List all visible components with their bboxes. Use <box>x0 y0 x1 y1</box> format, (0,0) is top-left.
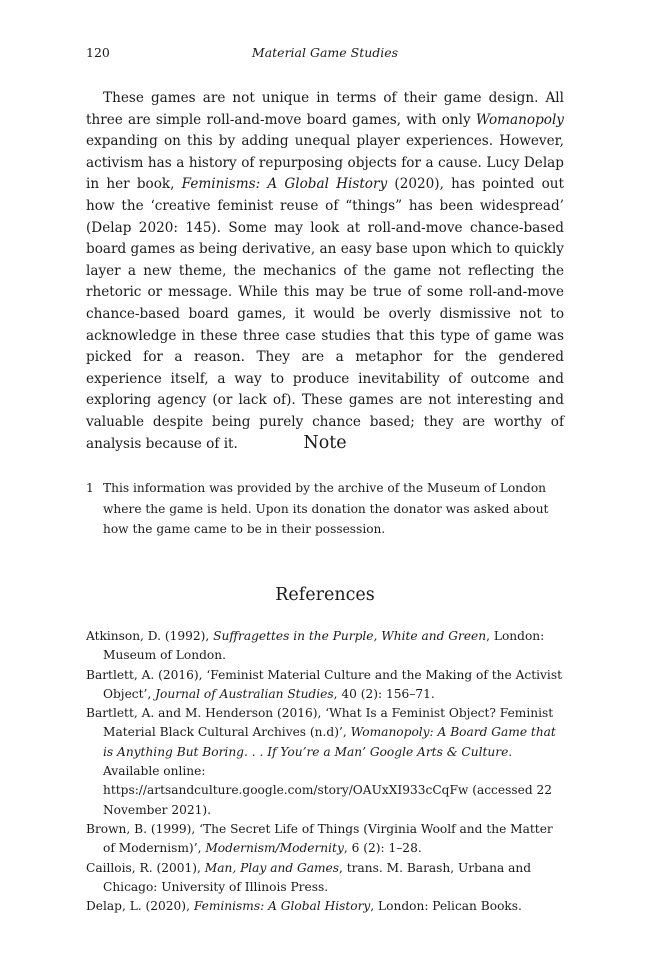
body-text-segment: expanding on this by adding unequal player experiences. However, activism has a history of repurposing objects for a cause. Lucy Delap in her book, <box>86 133 564 193</box>
reference-text: Atkinson, D. (1992), <box>86 629 214 643</box>
reference-text: Bartlett, A. (2016), ‘Feminist Material Culture and the Making of the Activist Object’, <box>86 667 562 701</box>
reference-text: , London: Museum of London. <box>103 629 545 663</box>
reference-text: . Available online: https://artsandculture.google.com/story/OAUxXI933cCqFw (accessed 22 November 2021). <box>103 744 553 817</box>
reference-text: , 6 (2): 1–28. <box>343 841 422 856</box>
reference-title: Feminisms: A Global History <box>193 899 371 914</box>
page-number: 120 <box>86 45 110 60</box>
reference-text: Delap, L. (2020), <box>86 899 194 914</box>
reference-entry <box>86 859 564 898</box>
reference-text: , 40 (2): 156–71. <box>333 686 435 701</box>
reference-list <box>86 627 564 916</box>
footnote <box>86 478 564 540</box>
reference-title: Womanopoly: A Board Game that is Anything But Boring. . . If You’re a Man’ Google Arts & Culture <box>103 725 556 759</box>
reference-text: , trans. M. Barash, Urbana and Chicago: University of Illinois Press. <box>103 860 532 894</box>
reference-text: , London: Pelican Books. <box>370 899 522 914</box>
reference-entry <box>86 897 564 916</box>
reference-text: Brown, B. (1999), ‘The Secret Life of Things (Virginia Woolf and the Matter of Modernism)’, <box>86 821 553 856</box>
reference-title: Journal of Australian Studies <box>155 686 334 701</box>
reference-title: Modernism/Modernity <box>205 841 344 856</box>
reference-entry <box>86 666 564 705</box>
footnote-text: This information was provided by the archive of the Museum of London where the game is held. Upon its donation the donator was asked about how the game came to be in their possession. <box>103 481 549 536</box>
reference-title: Man, Play and Games <box>204 860 340 875</box>
running-title: Material Game Studies <box>251 45 399 60</box>
body-text-segment: (2020), has pointed out how the ‘creative feminist reuse of “things” has been widespread’ (Delap 2020: 145). Some may look at roll-and-move chance-based board games as being derivative, an easy base upon which to quickly layer a new theme, the mechanics of the game not reflecting the rhetoric or message. While this may be true of some roll-and-move chance-based board games, it would be overly dismissive not to acknowledge in these three case studies that this type of game was picked for a reason. They are a metaphor for the gendered experience itself, a way to produce inevitability of outcome and exploring agency (or lack of). These games are not interesting and valuable despite being purely chance based; they are worthy of analysis because of it. <box>86 176 564 452</box>
reference-entry <box>86 820 564 859</box>
reference-text: Bartlett, A. and M. Henderson (2016), ‘What Is a Feminist Object? Feminist Material Black Cultural Archives (n.d)’, <box>86 706 554 740</box>
reference-entry <box>86 627 564 666</box>
body-italic-title: Feminisms: A Global History <box>181 176 388 193</box>
reference-title: Suffragettes in the Purple, White and Green <box>213 629 487 643</box>
body-italic-title: Womanopoly <box>475 111 564 128</box>
body-text-segment: These games are not unique in terms of their game design. All three are simple roll-and-move board games, with only <box>86 90 564 128</box>
footnote-number: 1 <box>86 481 94 495</box>
references-heading: References <box>275 585 375 605</box>
note-heading: Note <box>303 433 347 453</box>
reference-entry <box>86 704 564 820</box>
running-header <box>86 45 564 63</box>
reference-text: Caillois, R. (2001), <box>86 860 205 875</box>
body-paragraph <box>86 88 564 455</box>
